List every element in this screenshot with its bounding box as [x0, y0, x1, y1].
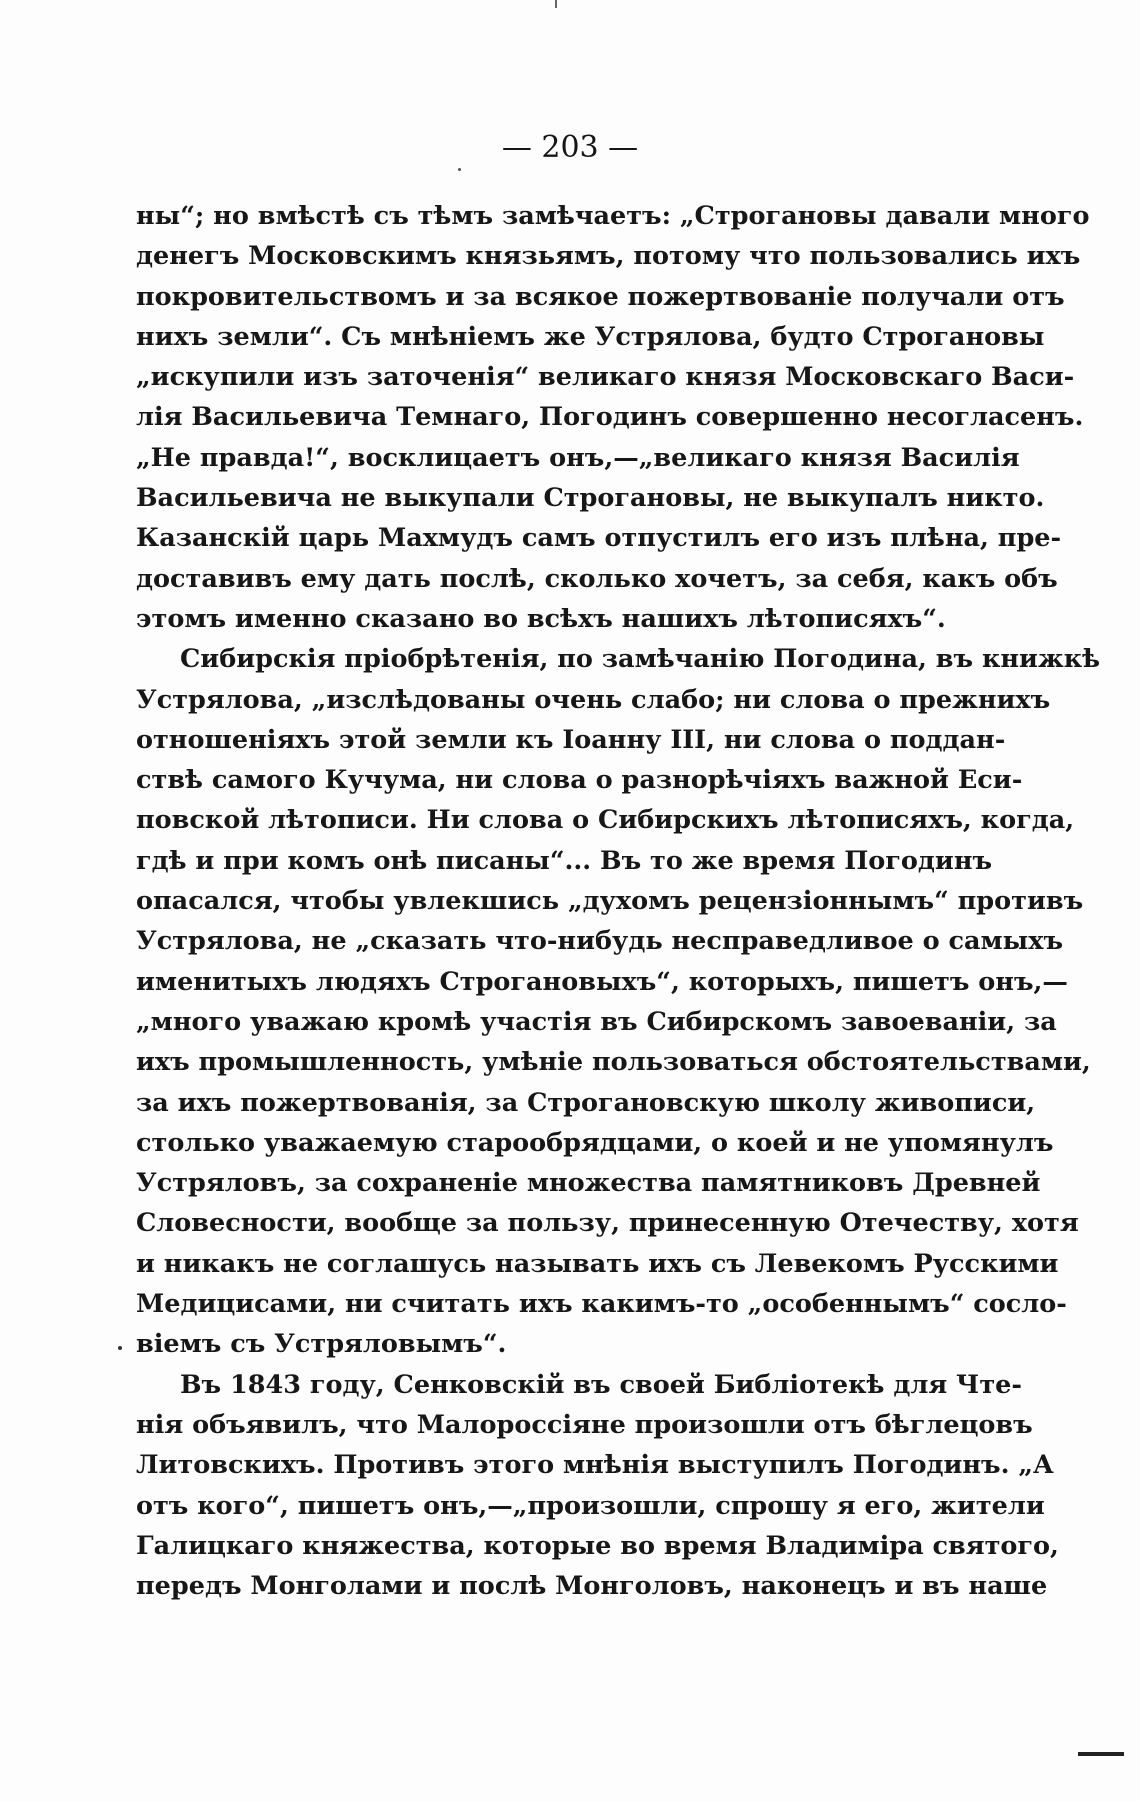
scan-artifact	[1078, 1752, 1124, 1756]
text-line: нія объявилъ, что Малороссіяне произошли отъ бѣглецовъ	[136, 1409, 1033, 1440]
text-line: передъ Монголами и послѣ Монголовъ, наконецъ и въ наше	[136, 1571, 1048, 1602]
text-line: отношеніяхъ этой земли къ Іоанну III, ни слова о поддан-	[136, 724, 1006, 755]
text-line: повской лѣтописи. Ни слова о Сибирскихъ лѣтописяхъ, когда,	[136, 805, 1075, 836]
text-line: денегъ Московскимъ князьямъ, потому что пользовались ихъ	[136, 241, 1081, 272]
text-line: Устрялова, „изслѣдованы очень слабо; ни слова о прежнихъ	[136, 684, 1051, 715]
text-line: лія Васильевича Темнаго, Погодинъ совершенно несогласенъ.	[136, 402, 1084, 433]
text-line: и никакъ не соглашусь называть ихъ съ Левекомъ Русскими	[136, 1248, 1059, 1279]
text-line: Васильевича не выкупали Строгановы, не выкупалъ никто.	[136, 483, 1045, 514]
text-line: ихъ промышленность, умѣніе пользоваться обстоятельствами,	[136, 1047, 1091, 1078]
text-line: именитыхъ людяхъ Строгановыхъ“, которыхъ, пишетъ онъ,—	[136, 966, 1068, 997]
text-line: доставивъ ему дать послѣ, сколько хочетъ, за себя, какъ объ	[136, 563, 1058, 594]
text-line: „искупили изъ заточенія“ великаго князя Московскаго Васи-	[136, 362, 1075, 393]
scan-artifact	[458, 168, 461, 171]
text-line: віемъ съ Устряловымъ“.	[136, 1329, 507, 1360]
text-line: нихъ земли“. Съ мнѣніемъ же Устрялова, будто Строгановы	[136, 321, 1045, 352]
text-line: „Не правда!“, восклицаетъ онъ,—„великаго князя Василія	[136, 442, 1020, 473]
body-text	[136, 196, 1101, 1606]
text-line: Устрялова, не „сказать что-нибудь несправедливое о самыхъ	[136, 926, 1064, 957]
text-line: Въ 1843 году, Сенковскій въ своей Библіотекѣ для Чте-	[180, 1369, 1022, 1400]
text-line: опасался, чтобы увлекшись „духомъ рецензіоннымъ“ противъ	[136, 886, 1084, 917]
page-number: — 203 —	[501, 130, 639, 165]
text-line: отъ кого“, пишетъ онъ,—„произошли, спрошу я его, жители	[136, 1490, 1045, 1521]
text-line: за ихъ пожертвованія, за Строгановскую школу живописи,	[136, 1087, 1036, 1118]
text-line: покровительствомъ и за всякое пожертвованіе получали отъ	[136, 281, 1065, 312]
text-line: Устряловъ, за сохраненіе множества памятниковъ Древней	[136, 1168, 1041, 1199]
text-line: Литовскихъ. Противъ этого мнѣнія выступилъ Погодинъ. „А	[136, 1450, 1054, 1481]
scan-artifact	[555, 0, 557, 8]
text-line: Медицисами, ни считать ихъ какимъ-то „особеннымъ“ сосло-	[136, 1289, 1067, 1320]
text-line: этомъ именно сказано во всѣхъ нашихъ лѣтописяхъ“.	[136, 603, 946, 634]
text-line: Словесности, вообще за пользу, принесенную Отечеству, хотя	[136, 1208, 1079, 1239]
text-line: Казанскій царь Махмудъ самъ отпустилъ его изъ плѣна, пре-	[136, 523, 1062, 554]
text-line: ствѣ самого Кучума, ни слова о разнорѣчіяхъ важной Еси-	[136, 765, 1023, 796]
text-line: гдѣ и при комъ онѣ писаны“... Въ то же время Погодинъ	[136, 845, 993, 876]
scan-artifact	[118, 1346, 122, 1350]
text-line: столько уважаемую старообрядцами, о коей и не упомянулъ	[136, 1127, 1054, 1158]
text-line: Сибирскія пріобрѣтенія, по замѣчанію Погодина, въ книжкѣ	[180, 644, 1101, 675]
text-line: ны“; но вмѣстѣ съ тѣмъ замѣчаетъ: „Строгановы давали много	[136, 201, 1090, 231]
text-line: „много уважаю кромѣ участія въ Сибирскомъ завоеваніи, за	[136, 1006, 1057, 1037]
text-line: Галицкаго княжества, которые во время Владиміра святого,	[136, 1530, 1059, 1561]
